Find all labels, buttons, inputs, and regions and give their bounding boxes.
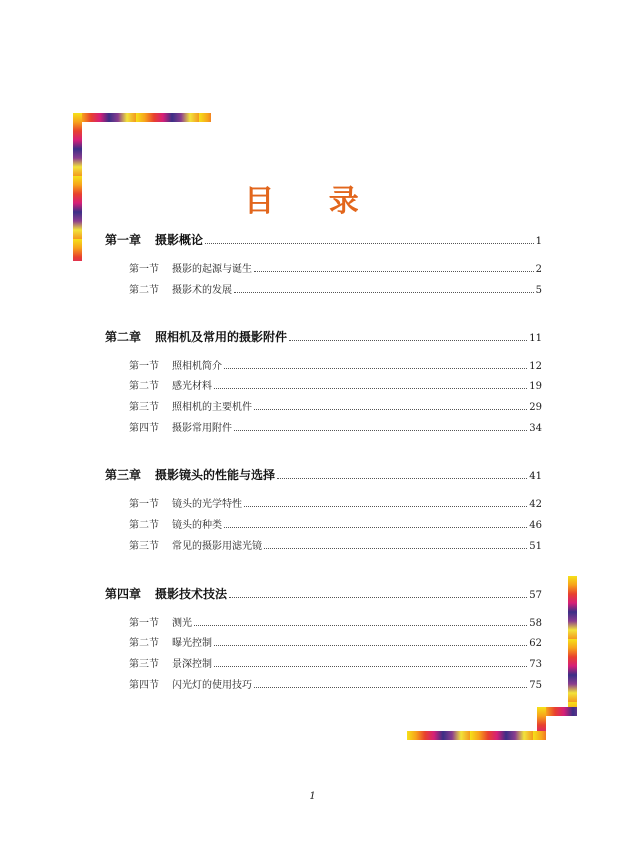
section-title: 摄影术的发展 (172, 285, 232, 296)
dot-leader (234, 292, 534, 293)
decor-stripe-bottom (407, 731, 546, 740)
page-number: 42 (529, 499, 542, 510)
decor-stripe-right (568, 576, 577, 716)
toc-section[interactable] (129, 398, 542, 413)
section-title: 摄影的起源与诞生 (172, 264, 252, 275)
section-title: 曝光控制 (172, 638, 212, 649)
dot-leader (289, 340, 527, 341)
chapter-number: 第三章 (105, 468, 142, 482)
toc-chapter[interactable] (105, 585, 542, 602)
page-number: 2 (535, 264, 542, 275)
section-title: 常见的摄影用滤光镜 (172, 541, 262, 552)
section-number: 第二节 (129, 520, 159, 531)
page-number: 58 (529, 618, 542, 629)
section-title: 感光材料 (172, 381, 212, 392)
section-title: 测光 (172, 618, 192, 629)
section-number: 第三节 (129, 659, 159, 670)
toc-section[interactable] (129, 357, 542, 372)
toc-section[interactable] (129, 655, 542, 670)
page-number: 73 (529, 659, 542, 670)
section-number: 第一节 (129, 361, 159, 372)
toc-section[interactable] (129, 614, 542, 629)
chapter-title: 摄影概论 (155, 233, 204, 247)
page-number: 57 (529, 590, 542, 601)
toc-section[interactable] (129, 516, 542, 531)
toc-section[interactable] (129, 377, 542, 392)
toc-section[interactable] (129, 281, 542, 296)
decor-stripe-top (73, 113, 211, 122)
section-number: 第一节 (129, 264, 159, 275)
page-number: 41 (529, 471, 542, 482)
chapter-number: 第一章 (105, 233, 142, 247)
section-number: 第一节 (129, 618, 159, 629)
section-number: 第一节 (129, 499, 159, 510)
section-number: 第四节 (129, 680, 159, 691)
toc-section[interactable] (129, 676, 542, 691)
section-title: 照相机简介 (172, 361, 222, 372)
dot-leader (244, 506, 527, 507)
page-number: 62 (529, 638, 542, 649)
dot-leader (214, 645, 527, 646)
section-number: 第四节 (129, 423, 159, 434)
chapter-title: 摄影技术技法 (155, 587, 228, 601)
toc-chapter[interactable] (105, 466, 542, 483)
page-number: 5 (535, 285, 542, 296)
page-folio: 1 (309, 791, 316, 802)
toc-section[interactable] (129, 537, 542, 552)
section-title: 照相机的主要机件 (172, 402, 252, 413)
page-number: 51 (529, 541, 542, 552)
chapter-title: 摄影镜头的性能与选择 (155, 468, 276, 482)
dot-leader (254, 687, 527, 688)
dot-leader (277, 478, 527, 479)
section-number: 第二节 (129, 638, 159, 649)
page-number: 1 (535, 236, 542, 247)
section-number: 第二节 (129, 285, 159, 296)
chapter-title: 照相机及常用的摄影附件 (155, 330, 288, 344)
page-number: 12 (529, 361, 542, 372)
dot-leader (254, 409, 527, 410)
page-number: 29 (529, 402, 542, 413)
page-number: 34 (529, 423, 542, 434)
chapter-number: 第二章 (105, 330, 142, 344)
toc-section[interactable] (129, 634, 542, 649)
dot-leader (214, 666, 527, 667)
toc-section[interactable] (129, 495, 542, 510)
section-title: 摄影常用附件 (172, 423, 232, 434)
section-title: 镜头的种类 (172, 520, 222, 531)
dot-leader (229, 597, 527, 598)
dot-leader (194, 625, 527, 626)
section-number: 第三节 (129, 402, 159, 413)
dot-leader (234, 430, 527, 431)
page-number: 19 (529, 381, 542, 392)
dot-leader (254, 271, 534, 272)
section-number: 第二节 (129, 381, 159, 392)
section-number: 第三节 (129, 541, 159, 552)
section-title: 镜头的光学特性 (172, 499, 242, 510)
section-title: 闪光灯的使用技巧 (172, 680, 252, 691)
toc-section[interactable] (129, 419, 542, 434)
toc-chapter[interactable] (105, 231, 542, 248)
page-number: 75 (529, 680, 542, 691)
dot-leader (224, 527, 527, 528)
dot-leader (264, 548, 527, 549)
chapter-number: 第四章 (105, 587, 142, 601)
dot-leader (224, 368, 527, 369)
dot-leader (214, 388, 527, 389)
toc-chapter[interactable] (105, 328, 542, 345)
dot-leader (205, 243, 534, 244)
toc-section[interactable] (129, 260, 542, 275)
page-number: 46 (529, 520, 542, 531)
section-title: 景深控制 (172, 659, 212, 670)
page-title: 目 录 (244, 184, 381, 219)
page-number: 11 (529, 333, 542, 344)
